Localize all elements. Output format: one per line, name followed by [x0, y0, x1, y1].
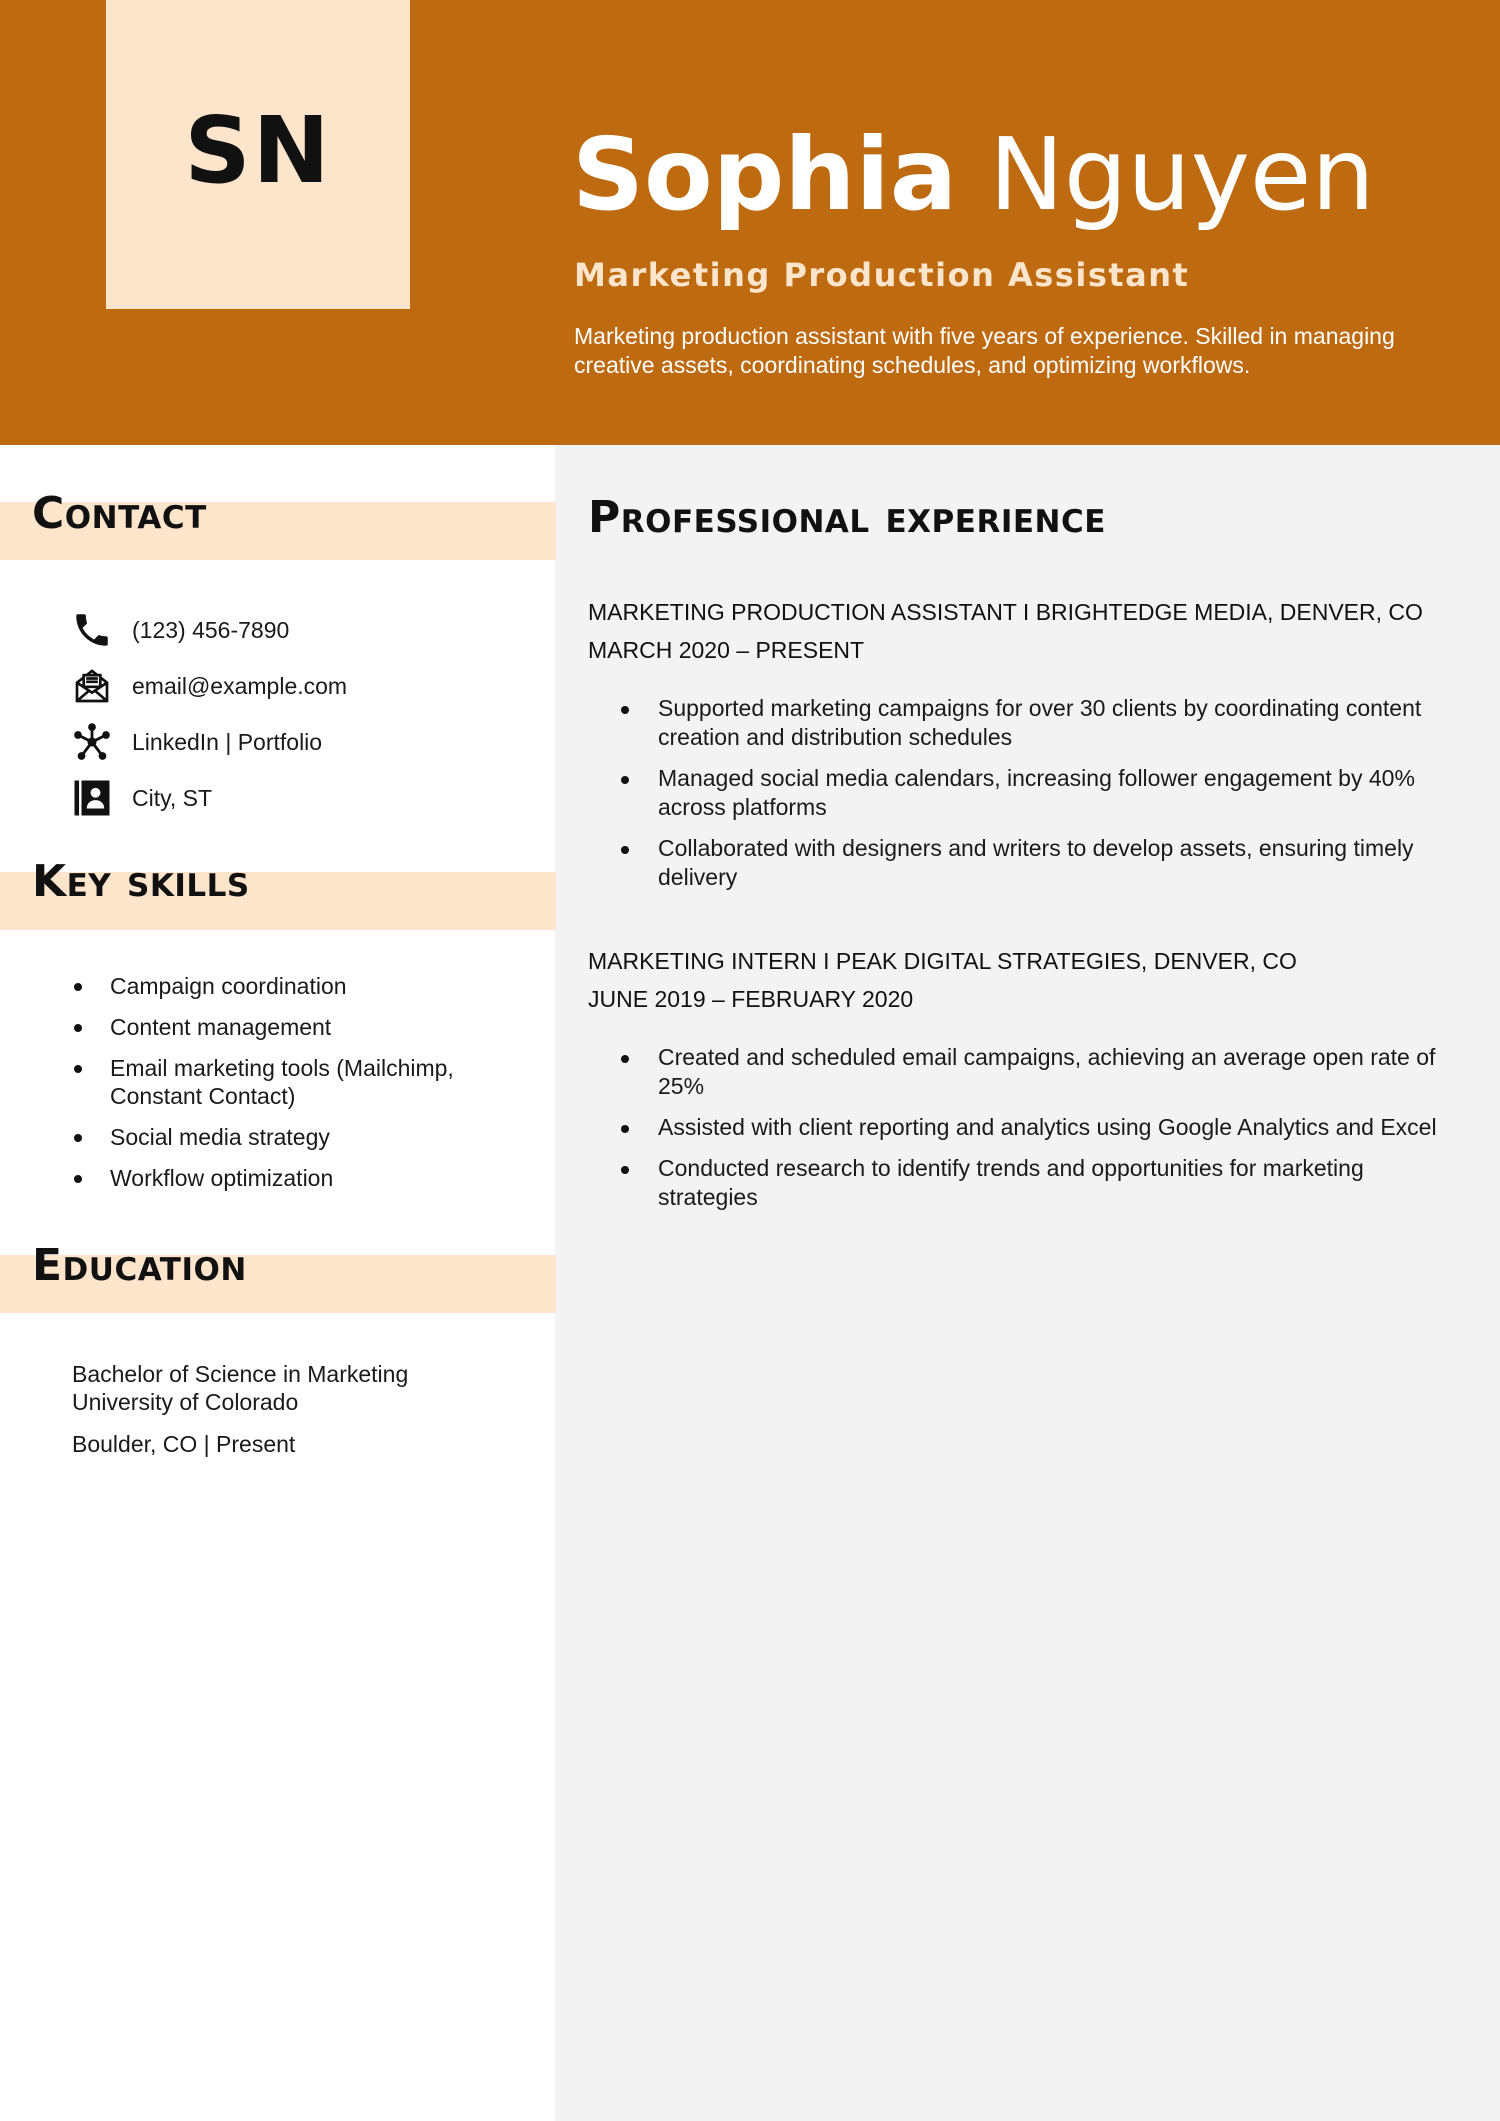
email-text: email@example.com	[132, 672, 348, 699]
skills-heading: Key skills	[32, 856, 250, 907]
job-dates: JUNE 2019 – FEBRUARY 2020	[588, 986, 914, 1012]
experience-heading: Professional experience	[588, 492, 1106, 543]
job-entry	[588, 598, 1468, 904]
job-bullet: Managed social media calendars, increasing follower engagement by 40% across platforms	[658, 764, 1468, 822]
skill-item: Campaign coordination	[72, 972, 542, 1000]
last-name: Nguyen	[989, 116, 1375, 233]
contact-heading: Contact	[32, 488, 207, 539]
job-bullet: Supported marketing campaigns for over 30 clients by coordinating content creation and distribution schedules	[658, 694, 1468, 752]
skill-item: Workflow optimization	[72, 1164, 542, 1192]
job-role: MARKETING INTERN I PEAK DIGITAL STRATEGIES, DENVER, CO	[588, 948, 1297, 974]
location-text: City, ST	[132, 784, 213, 811]
skill-item: Content management	[72, 1013, 542, 1041]
email-icon	[70, 664, 114, 708]
contact-location	[70, 770, 347, 826]
summary: Marketing production assistant with five years of experience. Skilled in managing creative assets, coordinating schedules, and optimizing workflows.	[574, 323, 1395, 378]
monogram-initials: SN	[184, 97, 332, 204]
links-text: LinkedIn | Portfolio	[132, 728, 323, 755]
candidate-name	[572, 116, 1375, 233]
phone-icon	[70, 608, 114, 652]
monogram-box	[106, 0, 410, 309]
job-dates: MARCH 2020 – PRESENT	[588, 637, 865, 663]
job-bullet: Collaborated with designers and writers to develop assets, ensuring timely delivery	[658, 834, 1468, 892]
first-name: Sophia	[572, 116, 958, 233]
job-title: Marketing Production Assistant	[574, 256, 1190, 294]
job-bullet: Assisted with client reporting and analytics using Google Analytics and Excel	[658, 1113, 1468, 1142]
education-entry	[72, 1360, 408, 1458]
phone-text: (123) 456-7890	[132, 616, 290, 643]
contact-phone	[70, 602, 347, 658]
education-heading: Education	[32, 1240, 247, 1291]
education-degree: Bachelor of Science in Marketing	[72, 1361, 409, 1387]
education-school: University of Colorado	[72, 1389, 299, 1415]
job-bullets	[658, 694, 1468, 892]
education-location: Boulder, CO | Present	[72, 1431, 296, 1457]
contact-links	[70, 714, 347, 770]
job-bullet: Created and scheduled email campaigns, achieving an average open rate of 25%	[658, 1043, 1468, 1101]
contact-list	[70, 602, 347, 826]
skills-list	[72, 972, 542, 1205]
skill-item: Email marketing tools (Mailchimp, Constant Contact)	[72, 1054, 542, 1110]
job-entry	[588, 947, 1468, 1224]
contact-email	[70, 658, 347, 714]
resume-header	[0, 0, 1500, 445]
skill-item: Social media strategy	[72, 1123, 542, 1151]
job-bullet: Conducted research to identify trends and opportunities for marketing strategies	[658, 1154, 1468, 1212]
address-book-icon	[70, 776, 114, 820]
job-bullets	[658, 1043, 1468, 1212]
network-icon	[70, 720, 114, 764]
job-role: MARKETING PRODUCTION ASSISTANT I BRIGHTEDGE MEDIA, DENVER, CO	[588, 599, 1423, 625]
